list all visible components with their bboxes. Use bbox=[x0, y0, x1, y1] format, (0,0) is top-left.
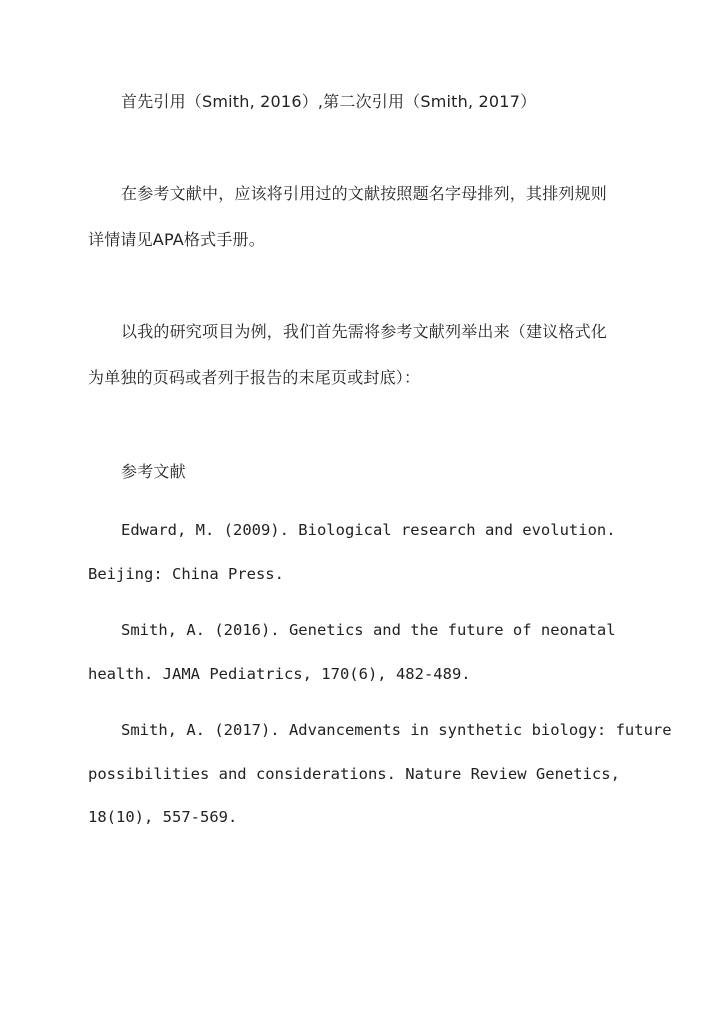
reference-entry-3-line-3: 18(10), 557-569. bbox=[88, 808, 238, 826]
paragraph-citation-example: 首先引用（Smith, 2016）,第二次引用（Smith, 2017） bbox=[121, 92, 537, 111]
reference-entry-1-line-2: Beijing: China Press. bbox=[88, 565, 284, 583]
reference-entry-3-line-1: Smith, A. (2017). Advancements in synthetic biology: future bbox=[121, 721, 672, 739]
paragraph-example-line-1: 以我的研究项目为例，我们首先需将参考文献列举出来（建议格式化 bbox=[121, 322, 608, 341]
paragraph-sorting-rule-line-2: 详情请见APA格式手册。 bbox=[88, 230, 265, 249]
reference-entry-2-line-2: health. JAMA Pediatrics, 170(6), 482-489. bbox=[88, 665, 471, 683]
reference-entry-1-line-1: Edward, M. (2009). Biological research and evolution. bbox=[121, 521, 616, 539]
paragraph-sorting-rule-line-1: 在参考文献中，应该将引用过的文献按照题名字母排列，其排列规则 bbox=[121, 184, 608, 203]
references-heading: 参考文献 bbox=[121, 462, 186, 481]
paragraph-example-line-2: 为单独的页码或者列于报告的末尾页或封底）： bbox=[88, 368, 421, 387]
reference-entry-3-line-2: possibilities and considerations. Nature Review Genetics, bbox=[88, 765, 620, 783]
reference-entry-2-line-1: Smith, A. (2016). Genetics and the future of neonatal bbox=[121, 621, 616, 639]
